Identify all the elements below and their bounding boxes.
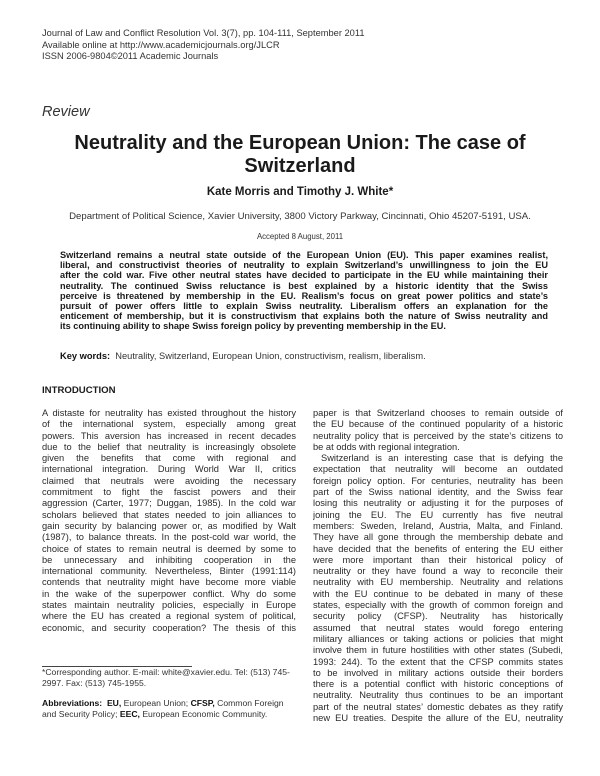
body-text-line: given the benefits that come with regional and [42, 453, 296, 464]
body-text-line: military alliances or taking actions or policies that might [313, 633, 563, 644]
corresponding-author-footnote: *Corresponding author. E-mail: white@xavier.edu. Tel: (513) 745-2997. Fax: (513) 745-1955. [42, 667, 290, 688]
abbr-definition: Common Foreign and Security Policy; [42, 698, 284, 719]
body-text-line: part of the Swiss national identity, and the Swiss fear [313, 487, 563, 498]
body-text-line: to be involved in military actions outside their borders [313, 667, 563, 678]
body-text-line: powers. This aversion has increased in recent decades [42, 430, 296, 441]
body-text-line: foreign policy option. For centuries, neutrality has been [313, 475, 563, 486]
keywords-label: Key words: [60, 351, 111, 361]
body-text-line: states, especially with the growth of common foreign and [313, 600, 563, 611]
body-text-line: assumed that neutral states would forego entering [313, 622, 563, 633]
body-text-line: joining the EU. The EU currently has five neutral [313, 509, 563, 520]
body-text-line: new EU treaties. Despite the allure of the EU, neutrality [313, 713, 563, 724]
online-availability: Available online at http://www.academicjournals.org/JLCR [42, 39, 280, 50]
body-text-line: expectation that neutrality will become an outdated [313, 464, 563, 475]
right-column [313, 408, 563, 724]
body-text-line: states maintain neutrality policies, especially in Europe [42, 600, 296, 611]
body-text-line: Switzerland is an interesting case that is defying the [321, 453, 563, 464]
title-line-1: Neutrality and the European Union: The case of [74, 132, 526, 154]
body-text-line: They have all gone through the membership debate and [313, 532, 563, 543]
article-type: Review [42, 104, 90, 120]
body-text-line: A distaste for neutrality has existed throughout the history [42, 408, 296, 418]
body-text-line: gain security by balancing power or, as modified by Walt [42, 520, 296, 531]
title-line-2: Switzerland [244, 155, 356, 177]
section-heading: INTRODUCTION [42, 385, 116, 396]
abbr-term: EEC, [119, 708, 140, 719]
abstract-line: enticement of membership, but it is constructivism that explains both the nature of Swiss neutrality and [60, 311, 548, 322]
body-text-line: international community. Nevertheless, Binter (1991:114) [42, 566, 296, 577]
body-text-line: paper is that Switzerland chooses to remain outside of [313, 408, 563, 418]
body-text-line: have decided that the benefits of entering the EU either [313, 543, 563, 554]
body-text-line: there is a potential conflict with historic conceptions of [313, 679, 563, 690]
body-text-line: economic, and security cooperation? The thesis of this [42, 622, 296, 633]
body-text-line: part of the neutral states’ domestic debates as they ratify [313, 701, 563, 712]
journal-citation: Journal of Law and Conflict Resolution Vol. 3(7), pp. 104-111, September 2011 [42, 28, 365, 38]
abbr-definition: European Union; [123, 698, 189, 708]
keywords-value: Neutrality, Switzerland, European Union, constructivism, realism, liberalism. [115, 351, 426, 361]
abstract [60, 250, 548, 332]
affiliation: Department of Political Science, Xavier University, 3800 Victory Parkway, Cincinnati, Ohio 45207-5191, USA. [69, 211, 531, 222]
body-text-line: neutrality. Neutrality thus continues to be an important [313, 690, 563, 701]
authors: Kate Morris and Timothy J. White* [206, 186, 394, 198]
left-column [42, 408, 296, 634]
body-text-line: neutrality or they have found a way to reconcile their [313, 566, 563, 577]
body-text-line: the EU because of the continued popularity of a historic [313, 419, 563, 430]
abstract-line: Switzerland remains a neutral state outside of the European Union (EU). This paper examines realist, [60, 250, 548, 260]
body-text-line: of the international system, especially among great [42, 419, 296, 430]
body-text-line: with the EU continue to be debated in many of these [313, 588, 563, 599]
body-text-line: contends that neutrality might have become more viable [42, 577, 296, 588]
body-text-line: claimed that neutrals were avoiding the necessary [42, 475, 296, 486]
body-text-line: where the EU has created a regional system of political, [42, 611, 296, 622]
abbreviations [42, 698, 296, 719]
abstract-line: neutrality. The continued Swiss reluctance is best explained by a historic identity that the Swiss [60, 280, 548, 291]
body-text-line: commitment to fight the fascist powers and their [42, 487, 296, 498]
body-text-line: neutrality with EU membership. Neutrality and relations [313, 577, 563, 588]
body-text-line: choice of states to remain neutral is deemed by some to [42, 543, 296, 554]
abbreviations-label: Abbreviations: [42, 698, 103, 708]
body-text-line: aggression (Carter, 1977; Duggan, 1985). In the cold war [42, 498, 296, 509]
body-text-line: members: Sweden, Ireland, Austria, Malta, and Finland. [313, 520, 563, 531]
body-text-line: losing this neutrality or adjusting it for the purposes of [313, 498, 563, 509]
body-text-line: were more important than their historical policy of [313, 554, 563, 565]
issn-line: ISSN 2006-9804©2011 Academic Journals [42, 51, 219, 61]
body-text-line: (1987), to balance threats. In the post-cold war world, the [42, 532, 296, 543]
abbr-term: EU, [106, 698, 122, 708]
abbr-term: CFSP, [190, 698, 215, 708]
abstract-line: after the cold war. Five other neutral states have decided to participate in the EU while maintaining their [60, 270, 548, 281]
body-text-line: neutrality policy that is perceived by the state’s citizens to [313, 430, 563, 441]
body-text-line: scholars believed that states needed to join alliances to [42, 509, 296, 520]
keywords [60, 351, 426, 361]
accepted-date: Accepted 8 August, 2011 [256, 232, 344, 241]
body-text-line: in the wake of the superpower conflict. Why do some [42, 588, 296, 599]
body-text-line: involve them in future hostilities with other states (Subedi, [313, 645, 563, 656]
body-text-line: 1993: 244). To the extent that the CFSP commits states [313, 656, 563, 667]
abbr-definition: European Economic Community. [142, 708, 268, 719]
abstract-line: pursuit of power offers little to explain Swiss neutrality. Liberalism offers an explanation for the [60, 300, 548, 311]
body-text-line: due to the belief that neutrality is increasingly obsolete [42, 441, 296, 452]
body-text-line: international integration. During World War II, critics [42, 464, 296, 475]
body-text-line: security policy (CFSP). Neutrality has historically [313, 611, 563, 622]
abstract-line: liberal, and constructivist theories of neutrality to explain Switzerland’s unwillingness to join the EU [60, 260, 548, 271]
body-text-line: be unnecessary and inhibiting cooperation in the [42, 554, 296, 565]
abstract-line: perceive is threatened by membership in the EU. Realism’s focus on great power politics and state’s [60, 290, 548, 301]
body-text-line: be at odds with regional integration. [313, 441, 460, 452]
abstract-line: its continuing ability to shape Swiss foreign policy by preventing membership in the EU. [60, 321, 446, 332]
